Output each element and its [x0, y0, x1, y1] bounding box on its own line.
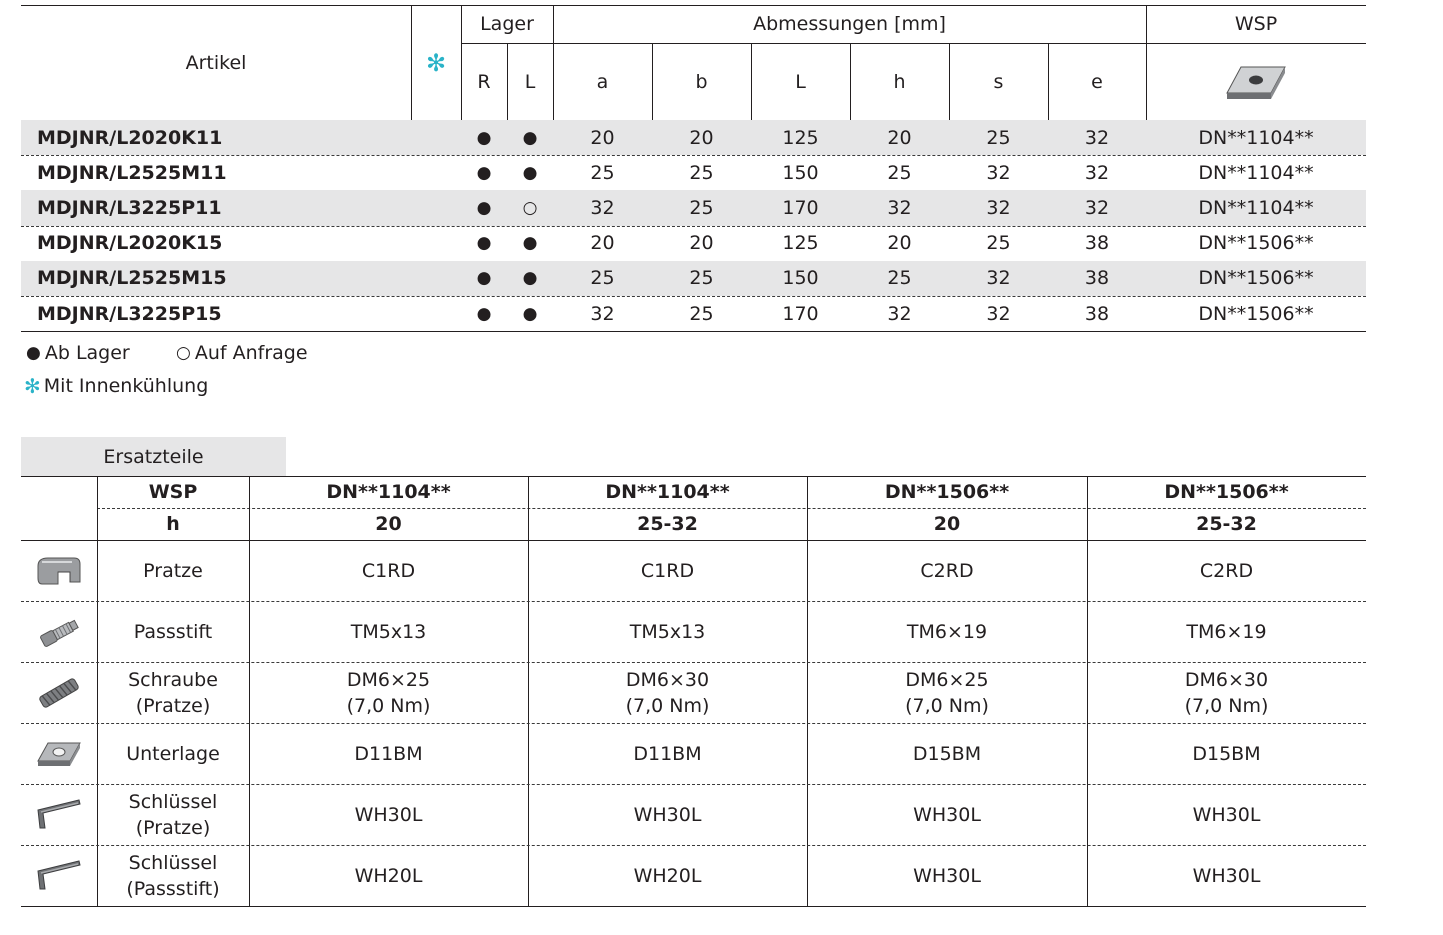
spare-part-code: TM5x13 [629, 620, 706, 643]
spare-part-code: C1RD [640, 559, 695, 582]
header-dim-e: e [1091, 70, 1103, 93]
spare-part-cell [528, 601, 807, 662]
legend-innenkuehlung [24, 373, 208, 399]
spare-wsp-header: DN**1104** [326, 481, 451, 503]
spare-part-cell [249, 662, 528, 723]
spare-part-code: C2RD [1199, 559, 1254, 582]
spare-part-cell [807, 845, 1087, 906]
spare-part-code: WH30L [1192, 864, 1261, 887]
dim-L-cell: 150 [782, 161, 819, 184]
shim-icon [21, 723, 97, 784]
snowflake-icon: ✻ [425, 48, 447, 77]
wsp-cell: DN**1506** [1198, 302, 1314, 325]
header-dim-s: s [993, 70, 1004, 93]
lager-r-cell: ● [476, 162, 492, 183]
spare-part-cell [249, 723, 528, 784]
wsp-cell: DN**1506** [1198, 232, 1314, 255]
header-lager-r: R [477, 70, 491, 93]
spare-part-name: Pratze [143, 559, 203, 582]
header-artikel: Artikel [185, 51, 247, 74]
lager-l-cell: ● [522, 303, 538, 324]
spare-part-qualifier: (Pratze) [135, 816, 211, 839]
lager-l-cell: ● [522, 127, 538, 148]
legend-ab-lager-label: Ab Lager [44, 342, 130, 364]
spare-part-torque: (7,0 Nm) [1184, 694, 1269, 717]
pin-icon [21, 601, 97, 662]
wsp-cell: DN**1506** [1198, 267, 1314, 290]
spare-part-code: DM6×25 [905, 668, 989, 691]
header-dim-L: L [795, 70, 806, 93]
artikel-cell: MDJNR/L2525M11 [37, 161, 227, 184]
spare-part-code: WH30L [633, 803, 702, 826]
dim-e-cell: 32 [1084, 196, 1110, 219]
spare-part-code: D15BM [1192, 742, 1261, 765]
spare-h-label: h [166, 513, 180, 535]
dim-a-cell: 32 [590, 302, 615, 325]
spare-h-header: 20 [933, 513, 961, 535]
dim-s-cell: 32 [986, 161, 1011, 184]
spare-part-code: WH30L [913, 864, 981, 887]
header-wsp: WSP [1234, 13, 1278, 35]
lager-l-cell: ● [522, 233, 538, 254]
dim-b-cell: 25 [689, 267, 714, 290]
dim-a-cell: 32 [590, 196, 615, 219]
spare-part-code: D15BM [912, 742, 982, 765]
dim-h-cell: 25 [887, 161, 912, 184]
dim-h-cell: 32 [887, 196, 912, 219]
dim-b-cell: 25 [689, 302, 714, 325]
spare-part-cell [249, 540, 528, 601]
spare-part-cell [807, 723, 1087, 784]
dim-L-cell: 125 [782, 232, 819, 255]
spare-part-code: D11BM [633, 742, 702, 765]
spare-part-code: WH20L [633, 864, 702, 887]
dim-s-cell: 32 [986, 302, 1011, 325]
spare-part-code: D11BM [354, 742, 423, 765]
spare-part-cell [1087, 845, 1366, 906]
table-bottom-rule [21, 331, 1366, 332]
wsp-cell: DN**1104** [1198, 196, 1314, 219]
lager-r-cell: ● [476, 233, 492, 254]
spare-part-torque: (7,0 Nm) [905, 694, 989, 717]
spare-part-code: TM6×19 [1186, 620, 1267, 643]
spare-part-cell [807, 662, 1087, 723]
artikel-cell: MDJNR/L2525M15 [37, 267, 227, 290]
spare-part-cell [528, 723, 807, 784]
spare-part-label [97, 845, 249, 906]
insert-icon [1146, 43, 1366, 120]
spare-h-header: 20 [375, 513, 402, 535]
dim-L-cell: 170 [782, 196, 819, 219]
artikel-cell: MDJNR/L2020K11 [37, 126, 223, 149]
spare-part-code: C1RD [361, 559, 416, 582]
dim-b-cell: 25 [689, 196, 714, 219]
dim-b-cell: 20 [689, 126, 714, 149]
dim-h-cell: 20 [887, 232, 912, 255]
dim-L-cell: 150 [782, 267, 819, 290]
spare-part-name: Passstift [133, 620, 213, 643]
dim-e-cell: 38 [1084, 302, 1110, 325]
wsp-cell: DN**1104** [1198, 126, 1314, 149]
spare-part-qualifier: (Pratze) [135, 694, 211, 717]
legend-ab-lager [26, 340, 130, 366]
spare-part-label [97, 784, 249, 845]
spare-wsp-label: WSP [148, 481, 198, 503]
spare-bottom-rule [21, 906, 1366, 907]
spare-part-cell [528, 845, 807, 906]
dim-s-cell: 25 [986, 232, 1011, 255]
spare-part-cell [528, 662, 807, 723]
lager-r-cell: ● [476, 127, 492, 148]
lager-l-cell: ○ [522, 197, 538, 218]
spare-h-header: 25-32 [637, 513, 698, 535]
dim-b-cell: 20 [689, 232, 714, 255]
spare-part-code: WH30L [913, 803, 981, 826]
header-lager-l: L [524, 70, 536, 93]
lager-r-cell: ● [476, 197, 492, 218]
header-dim-h: h [893, 70, 906, 93]
artikel-cell: MDJNR/L3225P15 [37, 302, 222, 325]
spare-part-cell [249, 845, 528, 906]
dim-s-cell: 32 [986, 267, 1011, 290]
spare-part-qualifier: (Passstift) [126, 877, 220, 900]
spare-wsp-header: DN**1506** [884, 481, 1010, 503]
lager-r-cell: ● [476, 268, 492, 289]
spare-part-torque: (7,0 Nm) [346, 694, 431, 717]
legend-auf-anfrage [176, 340, 308, 366]
spare-part-label [97, 662, 249, 723]
lager-r-cell: ● [476, 303, 492, 324]
spare-part-name: Schlüssel [128, 790, 218, 813]
legend-auf-anfrage-label: Auf Anfrage [194, 342, 308, 364]
clamp-icon [21, 540, 97, 601]
header-dim-b: b [695, 70, 708, 93]
dim-a-cell: 20 [590, 232, 615, 255]
spare-part-cell [1087, 662, 1366, 723]
screw-icon [21, 662, 97, 723]
spare-part-code: WH30L [354, 803, 423, 826]
spare-wsp-header: DN**1506** [1164, 481, 1289, 503]
dim-e-cell: 32 [1084, 161, 1110, 184]
spare-part-code: C2RD [920, 559, 974, 582]
spare-part-name: Schlüssel [128, 851, 218, 874]
spare-h-header: 25-32 [1196, 513, 1257, 535]
header-abmessungen: Abmessungen [mm] [753, 13, 946, 35]
hex-key-icon [21, 784, 97, 845]
spare-part-code: DM6×30 [1184, 668, 1269, 691]
lager-l-cell: ● [522, 268, 538, 289]
spare-part-cell [807, 601, 1087, 662]
legend-innenkuehlung-label: Mit Innenkühlung [43, 375, 209, 397]
spare-part-cell [249, 601, 528, 662]
spare-part-cell [1087, 784, 1366, 845]
spare-part-code: WH30L [1192, 803, 1261, 826]
dim-s-cell: 25 [986, 126, 1011, 149]
spare-part-cell [807, 784, 1087, 845]
dim-h-cell: 20 [887, 126, 912, 149]
dim-a-cell: 25 [590, 267, 615, 290]
spare-part-cell [1087, 540, 1366, 601]
hollow-dot-icon: ○ [176, 343, 191, 363]
spare-part-cell [528, 784, 807, 845]
hex-key-icon [21, 845, 97, 906]
spare-part-torque: (7,0 Nm) [625, 694, 710, 717]
spare-part-code: TM5x13 [350, 620, 427, 643]
spare-part-code: WH20L [354, 864, 423, 887]
wsp-cell: DN**1104** [1198, 161, 1314, 184]
spare-part-cell [1087, 723, 1366, 784]
dim-L-cell: 170 [782, 302, 819, 325]
spare-part-name: Unterlage [126, 742, 220, 765]
spare-part-name: Schraube [128, 668, 218, 691]
dim-e-cell: 32 [1084, 126, 1110, 149]
dim-h-cell: 32 [887, 302, 912, 325]
dim-e-cell: 38 [1084, 232, 1110, 255]
spare-part-cell [249, 784, 528, 845]
lager-l-cell: ● [522, 162, 538, 183]
snowflake-icon: ✻ [24, 374, 41, 398]
spare-part-cell [1087, 601, 1366, 662]
dim-e-cell: 38 [1084, 267, 1110, 290]
dim-b-cell: 25 [689, 161, 714, 184]
spare-part-cell [807, 540, 1087, 601]
spare-part-code: TM6×19 [906, 620, 988, 643]
spare-wsp-header: DN**1104** [605, 481, 730, 503]
dim-a-cell: 25 [590, 161, 615, 184]
artikel-cell: MDJNR/L3225P11 [37, 196, 222, 219]
filled-dot-icon: ● [26, 343, 41, 363]
spare-part-label [97, 723, 249, 784]
spare-part-code: DM6×30 [625, 668, 710, 691]
spare-part-cell [528, 540, 807, 601]
spare-part-label [97, 540, 249, 601]
spare-part-label [97, 601, 249, 662]
dim-L-cell: 125 [782, 126, 819, 149]
header-dim-a: a [596, 70, 609, 93]
header-lager: Lager [480, 13, 534, 35]
dim-h-cell: 25 [887, 267, 912, 290]
artikel-cell: MDJNR/L2020K15 [37, 232, 223, 255]
spare-parts-tab: Ersatzteile [21, 437, 286, 476]
dim-a-cell: 20 [590, 126, 615, 149]
spare-part-code: DM6×25 [346, 668, 431, 691]
dim-s-cell: 32 [986, 196, 1011, 219]
